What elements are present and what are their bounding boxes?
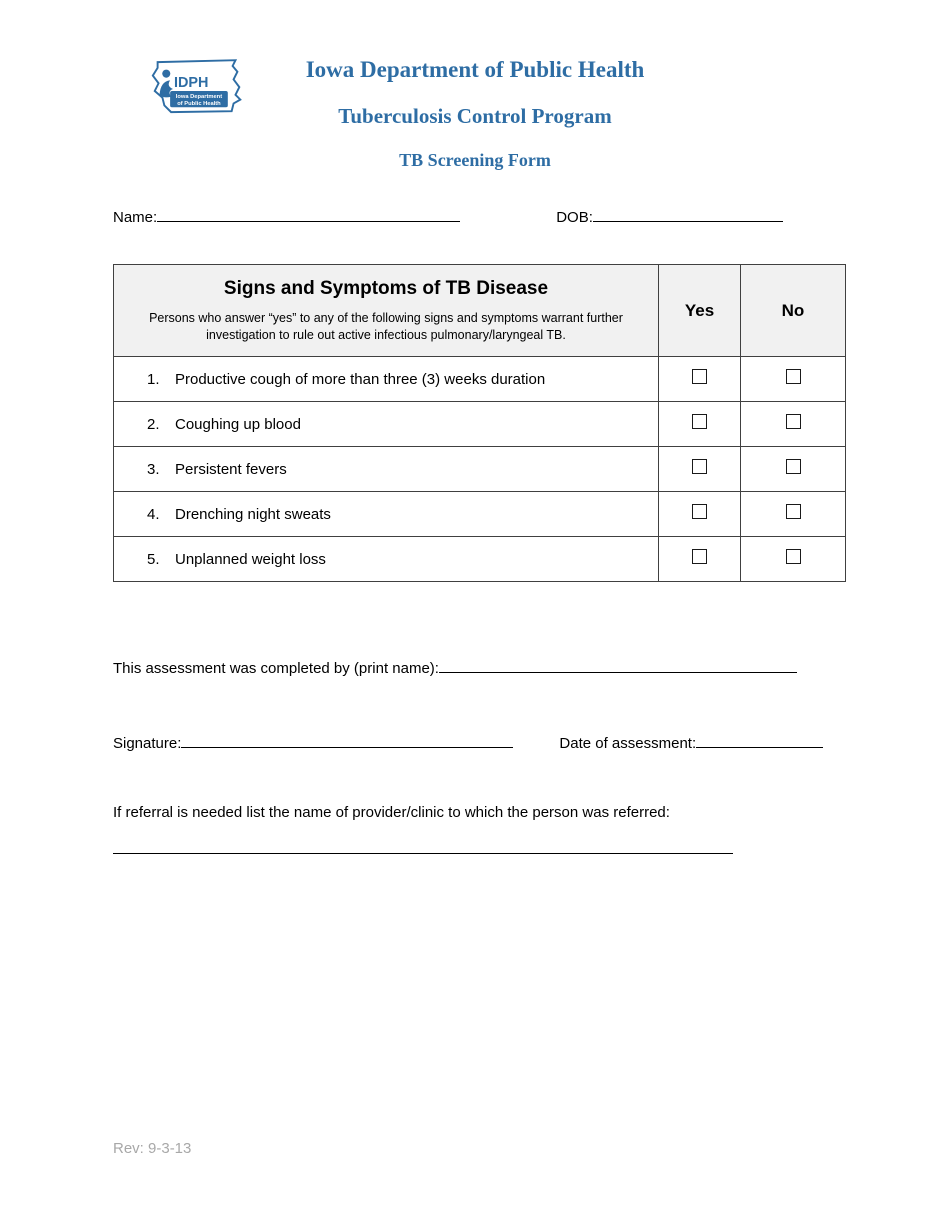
table-title: Signs and Symptoms of TB Disease — [223, 277, 549, 299]
signature-label: Signature: — [113, 735, 182, 752]
date-field-line[interactable] — [696, 731, 823, 748]
referral-label: If referral is needed list the name of provider/clinic to which the person was referred: — [113, 804, 670, 821]
program-title: Tuberculosis Control Program — [338, 104, 612, 128]
yes-checkbox-row-4[interactable] — [692, 504, 707, 519]
yes-checkbox-row-5[interactable] — [692, 549, 707, 564]
table-header-row — [114, 265, 846, 357]
table-description: Persons who answer “yes” to any of the following signs and symptoms warrant further investigation to rule out active infectious pulmonary/laryngeal TB. — [149, 310, 623, 342]
symptom-text: Coughing up blood — [175, 415, 301, 433]
completed-by-row — [113, 656, 797, 677]
yes-checkbox-row-2[interactable] — [692, 414, 707, 429]
form-title: TB Screening Form — [399, 150, 551, 170]
table-row — [114, 357, 846, 402]
symptom-text: Unplanned weight loss — [175, 550, 326, 568]
name-dob-row — [113, 205, 845, 226]
no-checkbox-row-3[interactable] — [786, 459, 801, 474]
dob-group — [556, 205, 783, 226]
name-label: Name: — [113, 209, 158, 226]
name-field-line[interactable] — [157, 205, 460, 222]
completed-by-label: This assessment was completed by (print name): — [113, 660, 439, 677]
row-number: 3. — [147, 460, 160, 478]
row-number: 2. — [147, 415, 160, 433]
yes-checkbox-row-1[interactable] — [692, 369, 707, 384]
table-header-main — [114, 265, 659, 357]
completed-by-field-line[interactable] — [439, 656, 797, 673]
revision-note: Rev: 9-3-13 — [113, 1140, 192, 1157]
no-checkbox-row-4[interactable] — [786, 504, 801, 519]
table-row — [114, 492, 846, 537]
referral-field-line[interactable] — [113, 836, 733, 854]
logo-text-line1: Iowa Department — [175, 94, 223, 101]
yes-checkbox-row-3[interactable] — [692, 459, 707, 474]
no-checkbox-row-2[interactable] — [786, 414, 801, 429]
no-checkbox-row-5[interactable] — [786, 549, 801, 564]
table-row — [114, 447, 846, 492]
signature-date-row — [113, 731, 845, 752]
table-row — [114, 402, 846, 447]
signature-field-line[interactable] — [181, 731, 513, 748]
table-row — [114, 537, 846, 582]
logo-acronym: IDPH — [173, 75, 209, 92]
no-checkbox-row-1[interactable] — [786, 369, 801, 384]
symptom-text: Productive cough of more than three (3) weeks duration — [175, 370, 546, 388]
org-title: Iowa Department of Public Health — [305, 57, 645, 82]
logo-text-line2: of Public Health — [177, 100, 221, 107]
dob-label: DOB: — [556, 209, 593, 226]
symptom-text: Persistent fevers — [175, 460, 287, 478]
symptom-text: Drenching night sweats — [175, 505, 331, 523]
row-number: 4. — [147, 505, 160, 523]
no-column-header: No — [741, 265, 846, 357]
yes-column-header: Yes — [659, 265, 741, 357]
dob-field-line[interactable] — [593, 205, 783, 222]
date-label: Date of assessment: — [559, 735, 697, 752]
row-number: 1. — [147, 370, 160, 388]
date-group — [559, 731, 823, 752]
symptoms-table — [113, 264, 846, 582]
row-number: 5. — [147, 550, 160, 568]
